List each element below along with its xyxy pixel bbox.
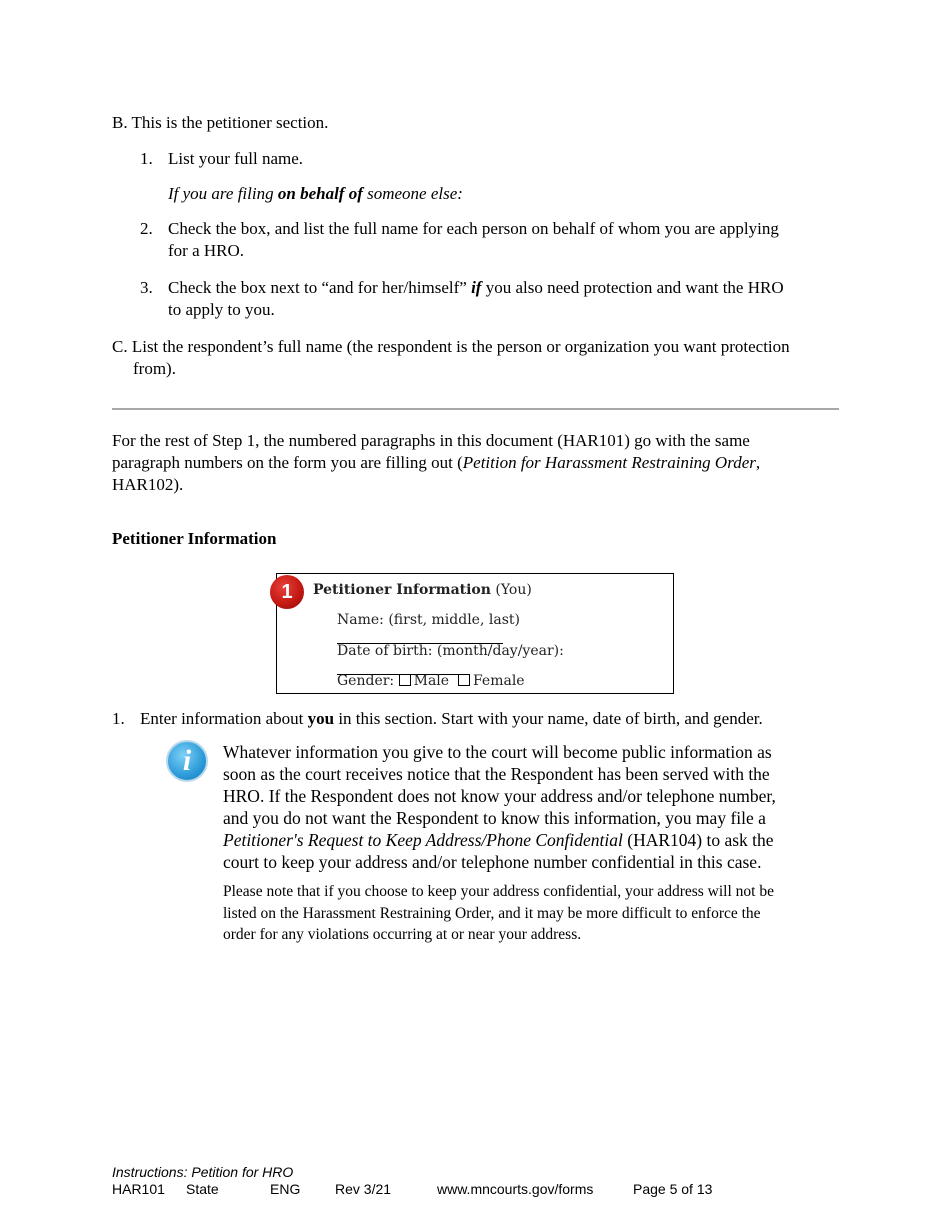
list-number: 2. — [140, 219, 153, 238]
form-title: Petitioner Information (You) — [313, 582, 532, 598]
footer-revision: Rev 3/21 — [335, 1181, 392, 1197]
list-number: 1. — [140, 149, 153, 168]
info-paragraph: Whatever information you give to the court will become public information as soon as the court receives notice that the Respondent has been served with the HRO. If the Respondent does not know your address and/or telephone number, and you do not want the Respondent to know this information, you may file a Petitioner's Request to Keep Address/Phone Confidential (HAR104) to ask the court to keep your address and/or telephone number confidential in this case. — [223, 742, 776, 872]
divider — [112, 408, 839, 410]
footer-scope: State — [186, 1181, 219, 1197]
note-paragraph: Please note that if you choose to keep your address confidential, your address will not be listed on the Harassment Restraining Order, and it may be more difficult to enforce the order for any violations occurring at or near your address. — [223, 883, 774, 943]
list-number: 3. — [140, 278, 153, 297]
form-dob-label: Date of birth: (month/day/year): — [337, 643, 673, 675]
female-checkbox — [458, 674, 470, 686]
footer-language: ENG — [270, 1181, 301, 1197]
behalf-note: If you are filing on behalf of someone else: — [168, 184, 463, 203]
intro-paragraph: For the rest of Step 1, the numbered paragraphs in this document (HAR101) go with the same paragraph numbers on the form you are filling out (Petition for Harassment Restraining Order, HAR102). — [112, 431, 761, 494]
male-checkbox — [399, 674, 411, 686]
form-excerpt — [276, 573, 674, 694]
list-item: Check the box, and list the full name for each person on behalf of whom you are applying for a HRO. — [168, 219, 779, 260]
list-item: Enter information about you in this section. Start with your name, date of birth, and gender. — [140, 709, 763, 728]
list-item: List your full name. — [168, 149, 304, 168]
step-number-badge: 1 — [270, 575, 304, 609]
form-name-label: Name: (first, middle, last) — [337, 612, 673, 644]
section-b-heading: B. This is the petitioner section. — [112, 113, 329, 132]
list-item: Check the box next to “and for her/himself” if you also need protection and want the HRO to apply to you. — [168, 278, 784, 319]
petitioner-heading: Petitioner Information — [112, 529, 277, 548]
footer-code: HAR101 — [112, 1181, 165, 1197]
footer-url: www.mncourts.gov/forms — [437, 1181, 594, 1197]
info-icon: i — [166, 740, 208, 782]
form-gender-label: Gender: Male Female — [337, 673, 525, 689]
section-c: C. List the respondent’s full name (the respondent is the person or organization you want protection from). — [112, 337, 790, 378]
footer-title: Instructions: Petition for HRO — [112, 1164, 294, 1180]
list-number: 1. — [112, 709, 125, 728]
footer-page-number: Page 5 of 13 — [633, 1181, 713, 1197]
